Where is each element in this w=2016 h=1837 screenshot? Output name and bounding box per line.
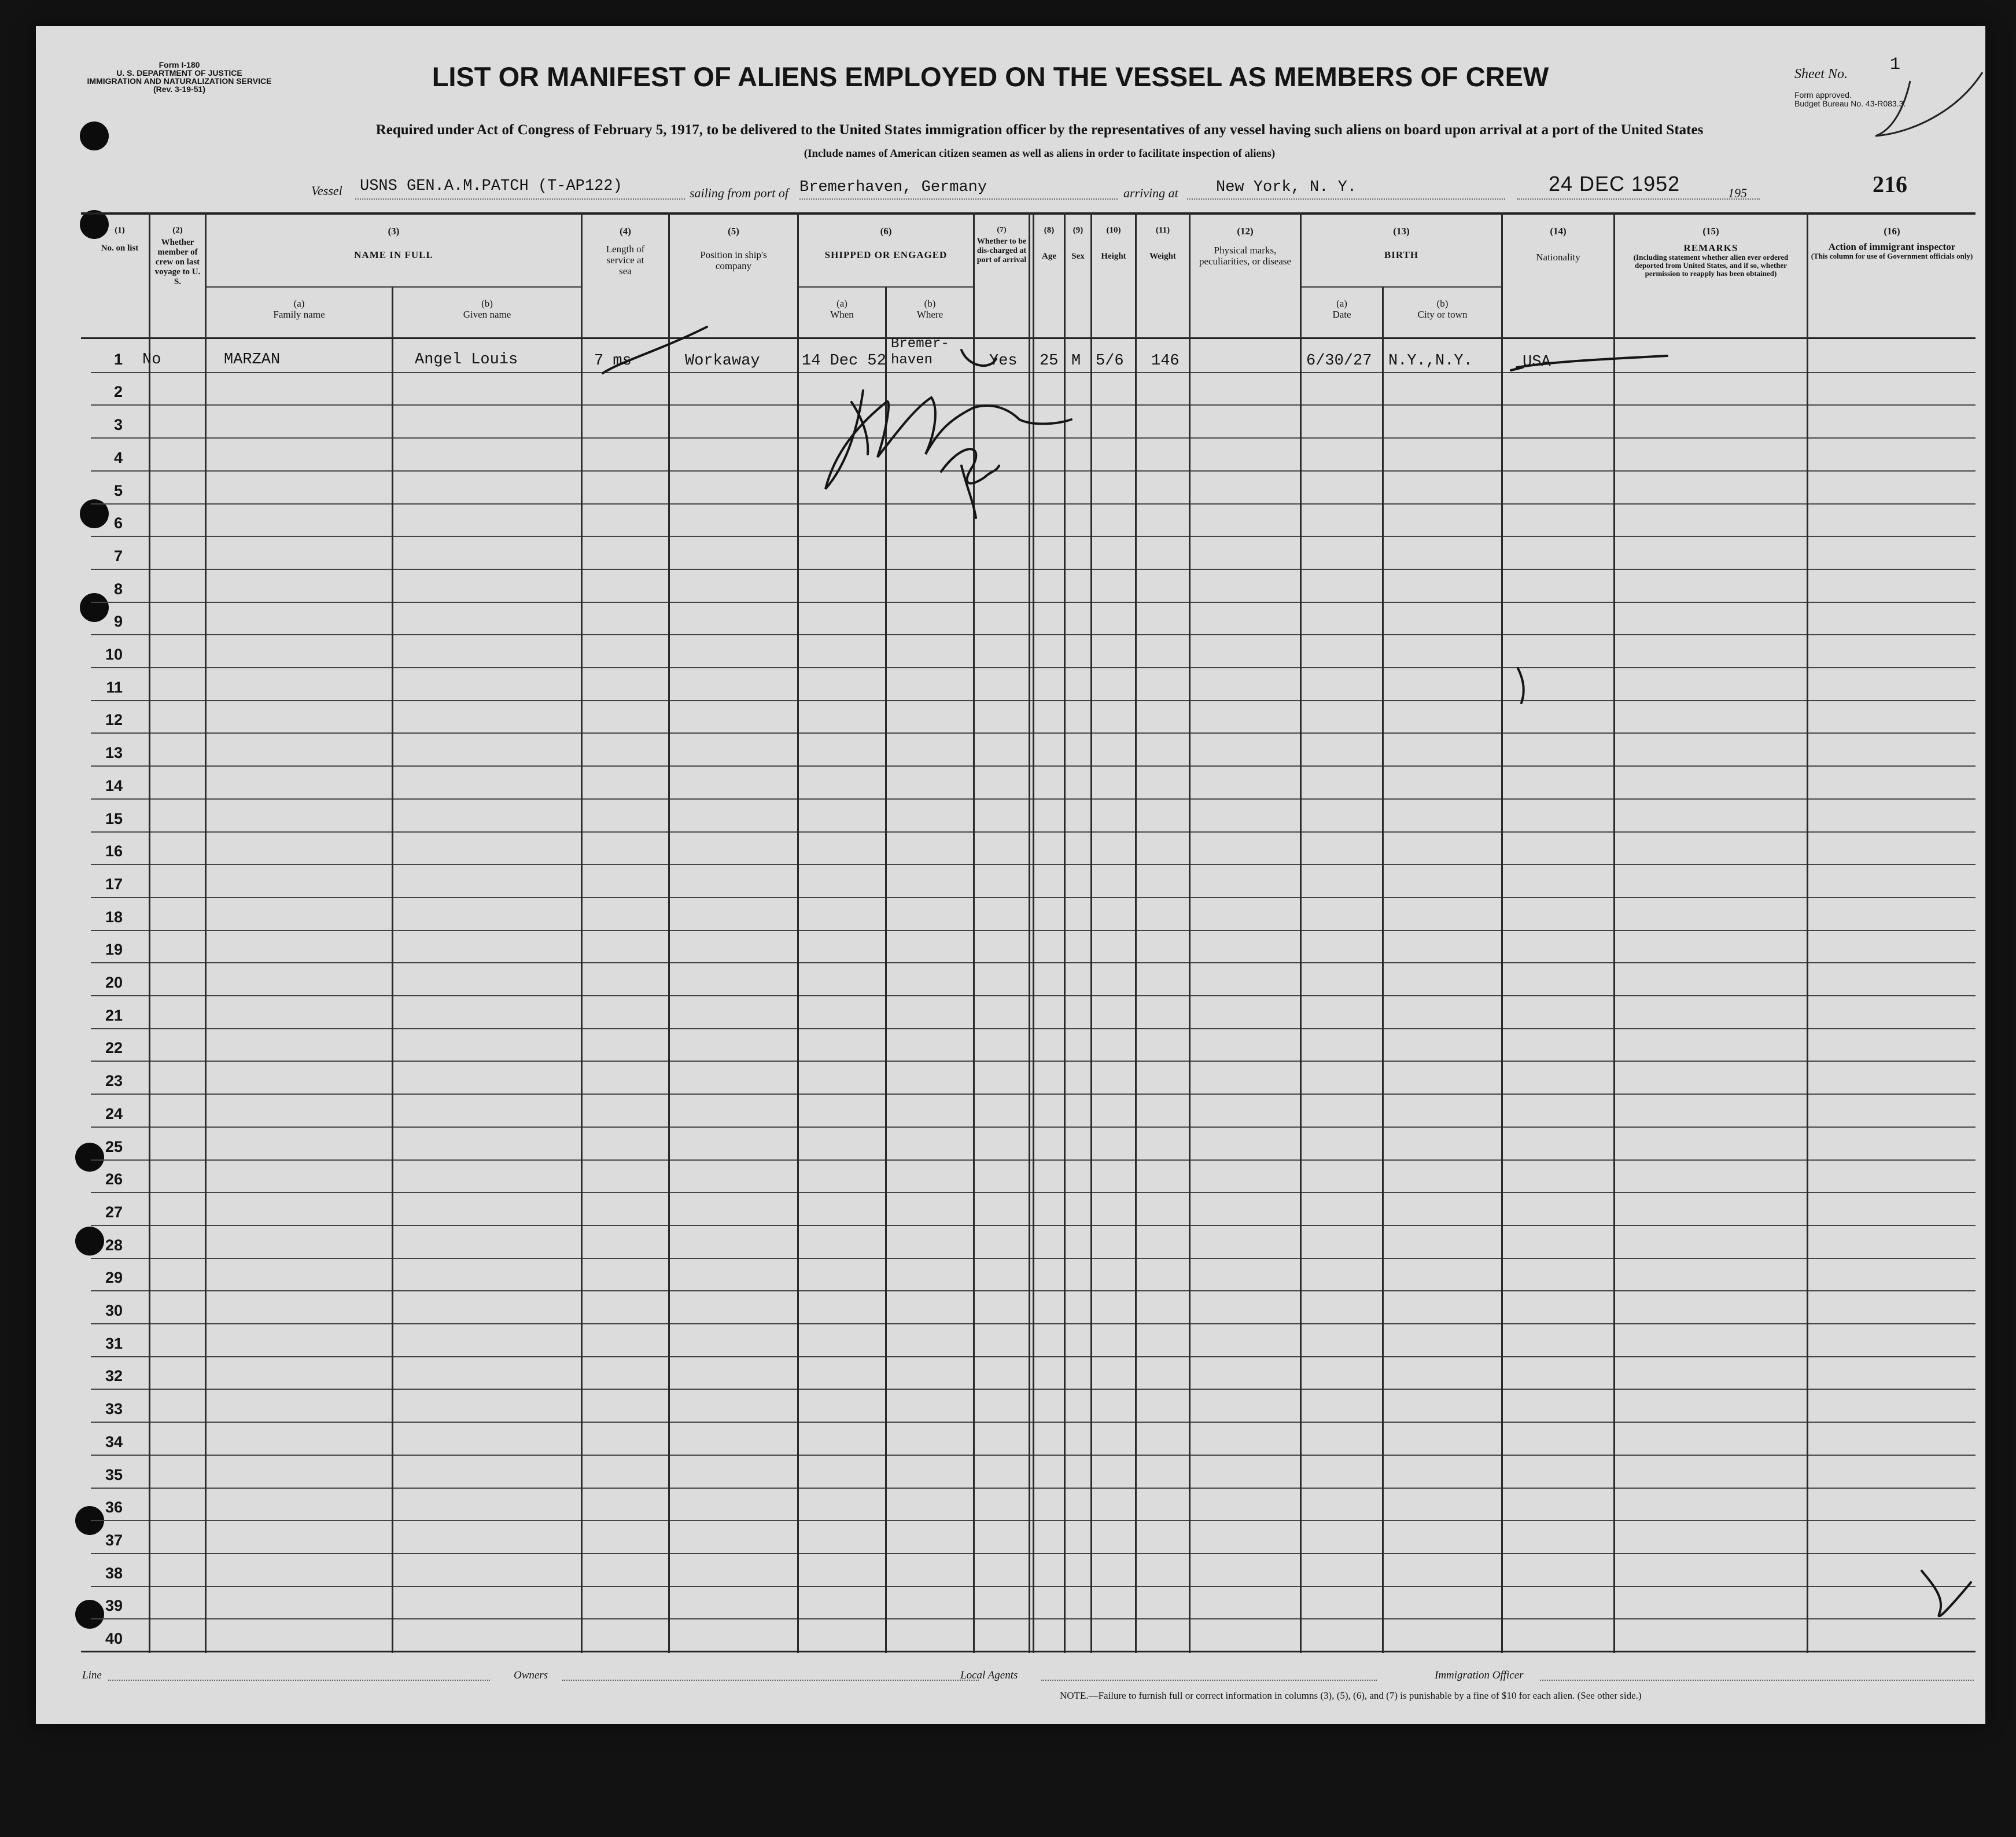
row-number: 4 (113, 449, 123, 466)
col2-num: (2) (172, 226, 183, 235)
row-number: 39 (105, 1597, 123, 1614)
row-number: 36 (105, 1499, 123, 1516)
col13b-num: (b) (1436, 298, 1449, 309)
manifest-sheet (36, 26, 1985, 1724)
col6b-num: (b) (924, 298, 936, 309)
row-number: 3 (113, 416, 123, 433)
row-number: 15 (105, 810, 123, 827)
row-number: 28 (105, 1236, 123, 1254)
length-of-service: 7 ms (594, 352, 632, 370)
row-number: 23 (105, 1072, 123, 1089)
col10-num: (10) (1106, 226, 1121, 235)
footer-note: NOTE.—Failure to furnish full or correct information in columns (3), (5), (6), and (7) is punishable by a fine of $10 for each alien. (See other side.) (1060, 1690, 1642, 1701)
date-stamp: 24 DEC 1952 (1549, 172, 1680, 196)
col9-label: Sex (1071, 252, 1085, 261)
footer-owners-rule (562, 1680, 979, 1681)
col14-num: (14) (1550, 226, 1567, 237)
col13a-num: (a) (1336, 298, 1347, 309)
row-number: 14 (105, 777, 123, 794)
row-number: 35 (105, 1466, 123, 1483)
col1-num: (1) (115, 226, 125, 235)
row-number: 40 (105, 1630, 123, 1647)
col6a-label: When (830, 309, 854, 320)
col14-label: Nationality (1536, 252, 1580, 263)
row-number: 13 (105, 744, 123, 761)
family-name: MARZAN (224, 351, 281, 369)
col11-num: (11) (1155, 226, 1170, 235)
discharged: Yes (989, 352, 1018, 370)
col6a-num: (a) (836, 298, 847, 309)
arriving-port: New York, N. Y. (1216, 179, 1357, 196)
row-number: 37 (105, 1532, 123, 1549)
col9-num: (9) (1073, 226, 1083, 235)
col1-label: No. on list (101, 244, 139, 253)
col12-label: Physical marks, peculiarities, or disease (1199, 245, 1292, 267)
row-number: 26 (105, 1170, 123, 1188)
vessel-value: USNS GEN.A.M.PATCH (T-AP122) (360, 178, 622, 195)
col3b-num: (b) (481, 298, 493, 309)
department: U. S. DEPARTMENT OF JUSTICE (116, 68, 242, 78)
approval-budget: Budget Bureau No. 43-R083.3. (1794, 99, 1906, 108)
row-number: 32 (105, 1367, 123, 1385)
col13-label: BIRTH (1384, 249, 1419, 260)
member-last-voyage: No (142, 351, 161, 369)
sheet-label: Sheet No. (1794, 67, 1848, 82)
row-number: 30 (105, 1302, 123, 1319)
col8-num: (8) (1044, 226, 1055, 235)
footer-officer-label: Immigration Officer (1435, 1669, 1524, 1681)
sailing-label: sailing from port of (690, 186, 788, 200)
col13b-label: City or town (1417, 309, 1468, 320)
row-number: 8 (113, 580, 123, 598)
row-number: 21 (105, 1007, 123, 1024)
row-number: 38 (105, 1564, 123, 1582)
shipped-where-line1: Bremer- (891, 336, 949, 352)
row-number: 18 (105, 908, 123, 926)
col6-label: SHIPPED OR ENGAGED (824, 249, 948, 260)
sex: M (1071, 352, 1081, 370)
col11-label: Weight (1149, 252, 1176, 261)
stamp-number: 216 (1873, 171, 1907, 197)
footer-owners-label: Owners (514, 1669, 548, 1681)
row-number: 10 (105, 646, 123, 663)
row-number: 5 (113, 482, 123, 499)
row-number: 34 (105, 1433, 123, 1451)
birth-city: N.Y.,N.Y. (1388, 352, 1473, 370)
weight: 146 (1151, 352, 1180, 370)
col13a-label: Date (1332, 309, 1351, 320)
service: IMMIGRATION AND NATURALIZATION SERVICE (87, 76, 272, 86)
shipped-when: 14 Dec 52 (802, 352, 886, 370)
row-number: 25 (105, 1138, 123, 1155)
position: Workaway (685, 352, 760, 370)
row-number: 24 (105, 1105, 123, 1122)
col13-num: (13) (1393, 226, 1410, 237)
row-number: 20 (105, 974, 123, 991)
row-number: 12 (105, 711, 123, 728)
col16-label: Action of immigrant inspector (1828, 241, 1956, 252)
row-number: 7 (113, 547, 123, 565)
row-number: 1 (113, 351, 123, 368)
col3-label: NAME IN FULL (354, 249, 433, 260)
col7-num: (7) (997, 226, 1007, 234)
age: 25 (1040, 352, 1059, 370)
col2-label: Whether member of crew on last voyage to U. S. (154, 238, 201, 286)
col15-label: REMARKS (1683, 242, 1738, 253)
row-number: 11 (106, 679, 123, 696)
col15-num: (15) (1702, 226, 1719, 237)
form-subtitle: Required under Act of Congress of February 5, 1917, to be delivered to the United States immigration officer by the representatives of any vessel having such aliens on board upon arrival at a port of the United States (375, 122, 1704, 138)
row-number: 2 (113, 383, 123, 400)
col5-label: Position in ship's company (700, 249, 767, 271)
col5-num: (5) (728, 226, 739, 237)
sheet-number: 1 (1890, 55, 1901, 75)
footer-officer-rule (1540, 1680, 1974, 1681)
col3b-label: Given name (463, 309, 511, 320)
row-number: 19 (105, 941, 123, 958)
col4-label: Length of service at sea (606, 244, 645, 277)
nationality: USA (1523, 354, 1551, 371)
vessel-label: Vessel (311, 183, 342, 198)
col8-label: Age (1042, 252, 1056, 261)
handwritten-signature (36, 26, 1985, 1724)
col12-num: (12) (1237, 226, 1254, 237)
revision: (Rev. 3-19-51) (153, 84, 205, 94)
col10-label: Height (1101, 252, 1126, 261)
footer-agents-rule (1041, 1680, 1377, 1681)
year-suffix: 195 (1728, 186, 1747, 200)
form-subtitle-note: (Include names of American citizen seamen as well as aliens in order to facilitate inspection of aliens) (804, 148, 1276, 160)
given-name: Angel Louis (415, 351, 518, 369)
arriving-label: arriving at (1123, 186, 1178, 200)
approval-line: Form approved. (1794, 90, 1852, 100)
col3a-num: (a) (293, 298, 305, 309)
col16-sub: (This column for use of Government officials only) (1811, 252, 1973, 260)
col15-sub: (Including statement whether alien ever ordered deported from United States, and if so, whether permission to reapply has been obtained) (1633, 253, 1789, 278)
sailing-port: Bremerhaven, Germany (799, 179, 987, 196)
row-number: 29 (105, 1269, 123, 1286)
col6-num: (6) (880, 226, 892, 237)
footer-agents-label: Local Agents (960, 1669, 1018, 1681)
footer-line-rule (108, 1680, 490, 1681)
col16-num: (16) (1884, 226, 1900, 237)
birth-date: 6/30/27 (1306, 352, 1372, 370)
row-number: 9 (113, 613, 123, 630)
row-number: 22 (105, 1039, 123, 1056)
row-number: 27 (105, 1203, 123, 1221)
col3-num: (3) (388, 226, 400, 237)
row-number: 6 (113, 514, 123, 532)
form-number: Form I-180 (159, 60, 200, 69)
col6b-label: Where (916, 309, 943, 320)
row-number: 17 (105, 875, 123, 893)
row-number: 16 (105, 842, 123, 860)
row-number: 33 (105, 1400, 123, 1418)
col3a-label: Family name (273, 309, 325, 320)
page-title: LIST OR MANIFEST OF ALIENS EMPLOYED ON THE VESSEL AS MEMBERS OF CREW (432, 61, 1549, 92)
footer-line-label: Line (82, 1669, 102, 1681)
height: 5/6 (1096, 352, 1124, 370)
col7-label: Whether to be dis-charged at port of arrival (976, 237, 1027, 264)
col4-num: (4) (620, 226, 631, 237)
row-number: 31 (105, 1335, 123, 1352)
shipped-where-line2: haven (891, 352, 933, 368)
